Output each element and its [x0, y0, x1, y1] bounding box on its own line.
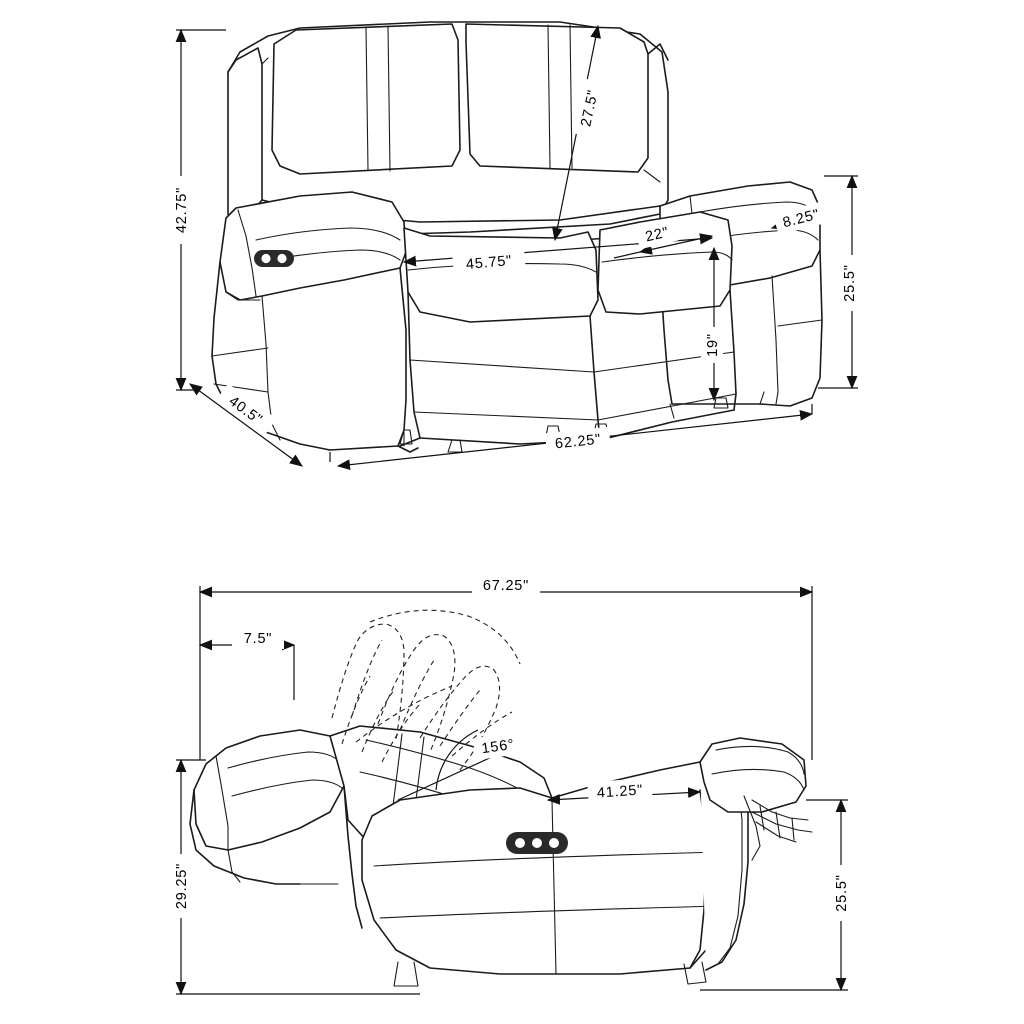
- dimension-seat-depth: 22": [643, 224, 671, 246]
- dimension-overall-height: 42.75": [174, 186, 190, 234]
- dimension-overall-width: 62.25": [554, 431, 602, 453]
- loveseat-front-view-illustration: [212, 22, 822, 452]
- dimension-seat-height: 19": [705, 333, 721, 357]
- dimension-wall-clearance: 7.5": [243, 631, 273, 647]
- loveseat-reclined-side-illustration: [190, 610, 812, 986]
- dimension-reclined-arm-height: 25.5": [834, 874, 850, 912]
- dimension-overall-depth: 40.5": [225, 393, 266, 429]
- dimension-arm-height: 25.5": [842, 264, 858, 302]
- dimension-reclined-overall-length: 67.25": [482, 578, 530, 594]
- power-control-pad[interactable]: [506, 832, 568, 854]
- dimension-back-cushion-height: 27.5": [578, 88, 602, 129]
- dimension-reclined-height: 29.25": [174, 862, 190, 910]
- dimension-recline-angle: 156°: [480, 736, 516, 758]
- dimension-reclined-back-height-label: 41.25": [596, 782, 644, 802]
- power-control-pad[interactable]: [254, 250, 294, 267]
- dimension-seat-width: 45.75": [465, 253, 513, 273]
- dimension-arm-width: 8.25": [781, 206, 822, 232]
